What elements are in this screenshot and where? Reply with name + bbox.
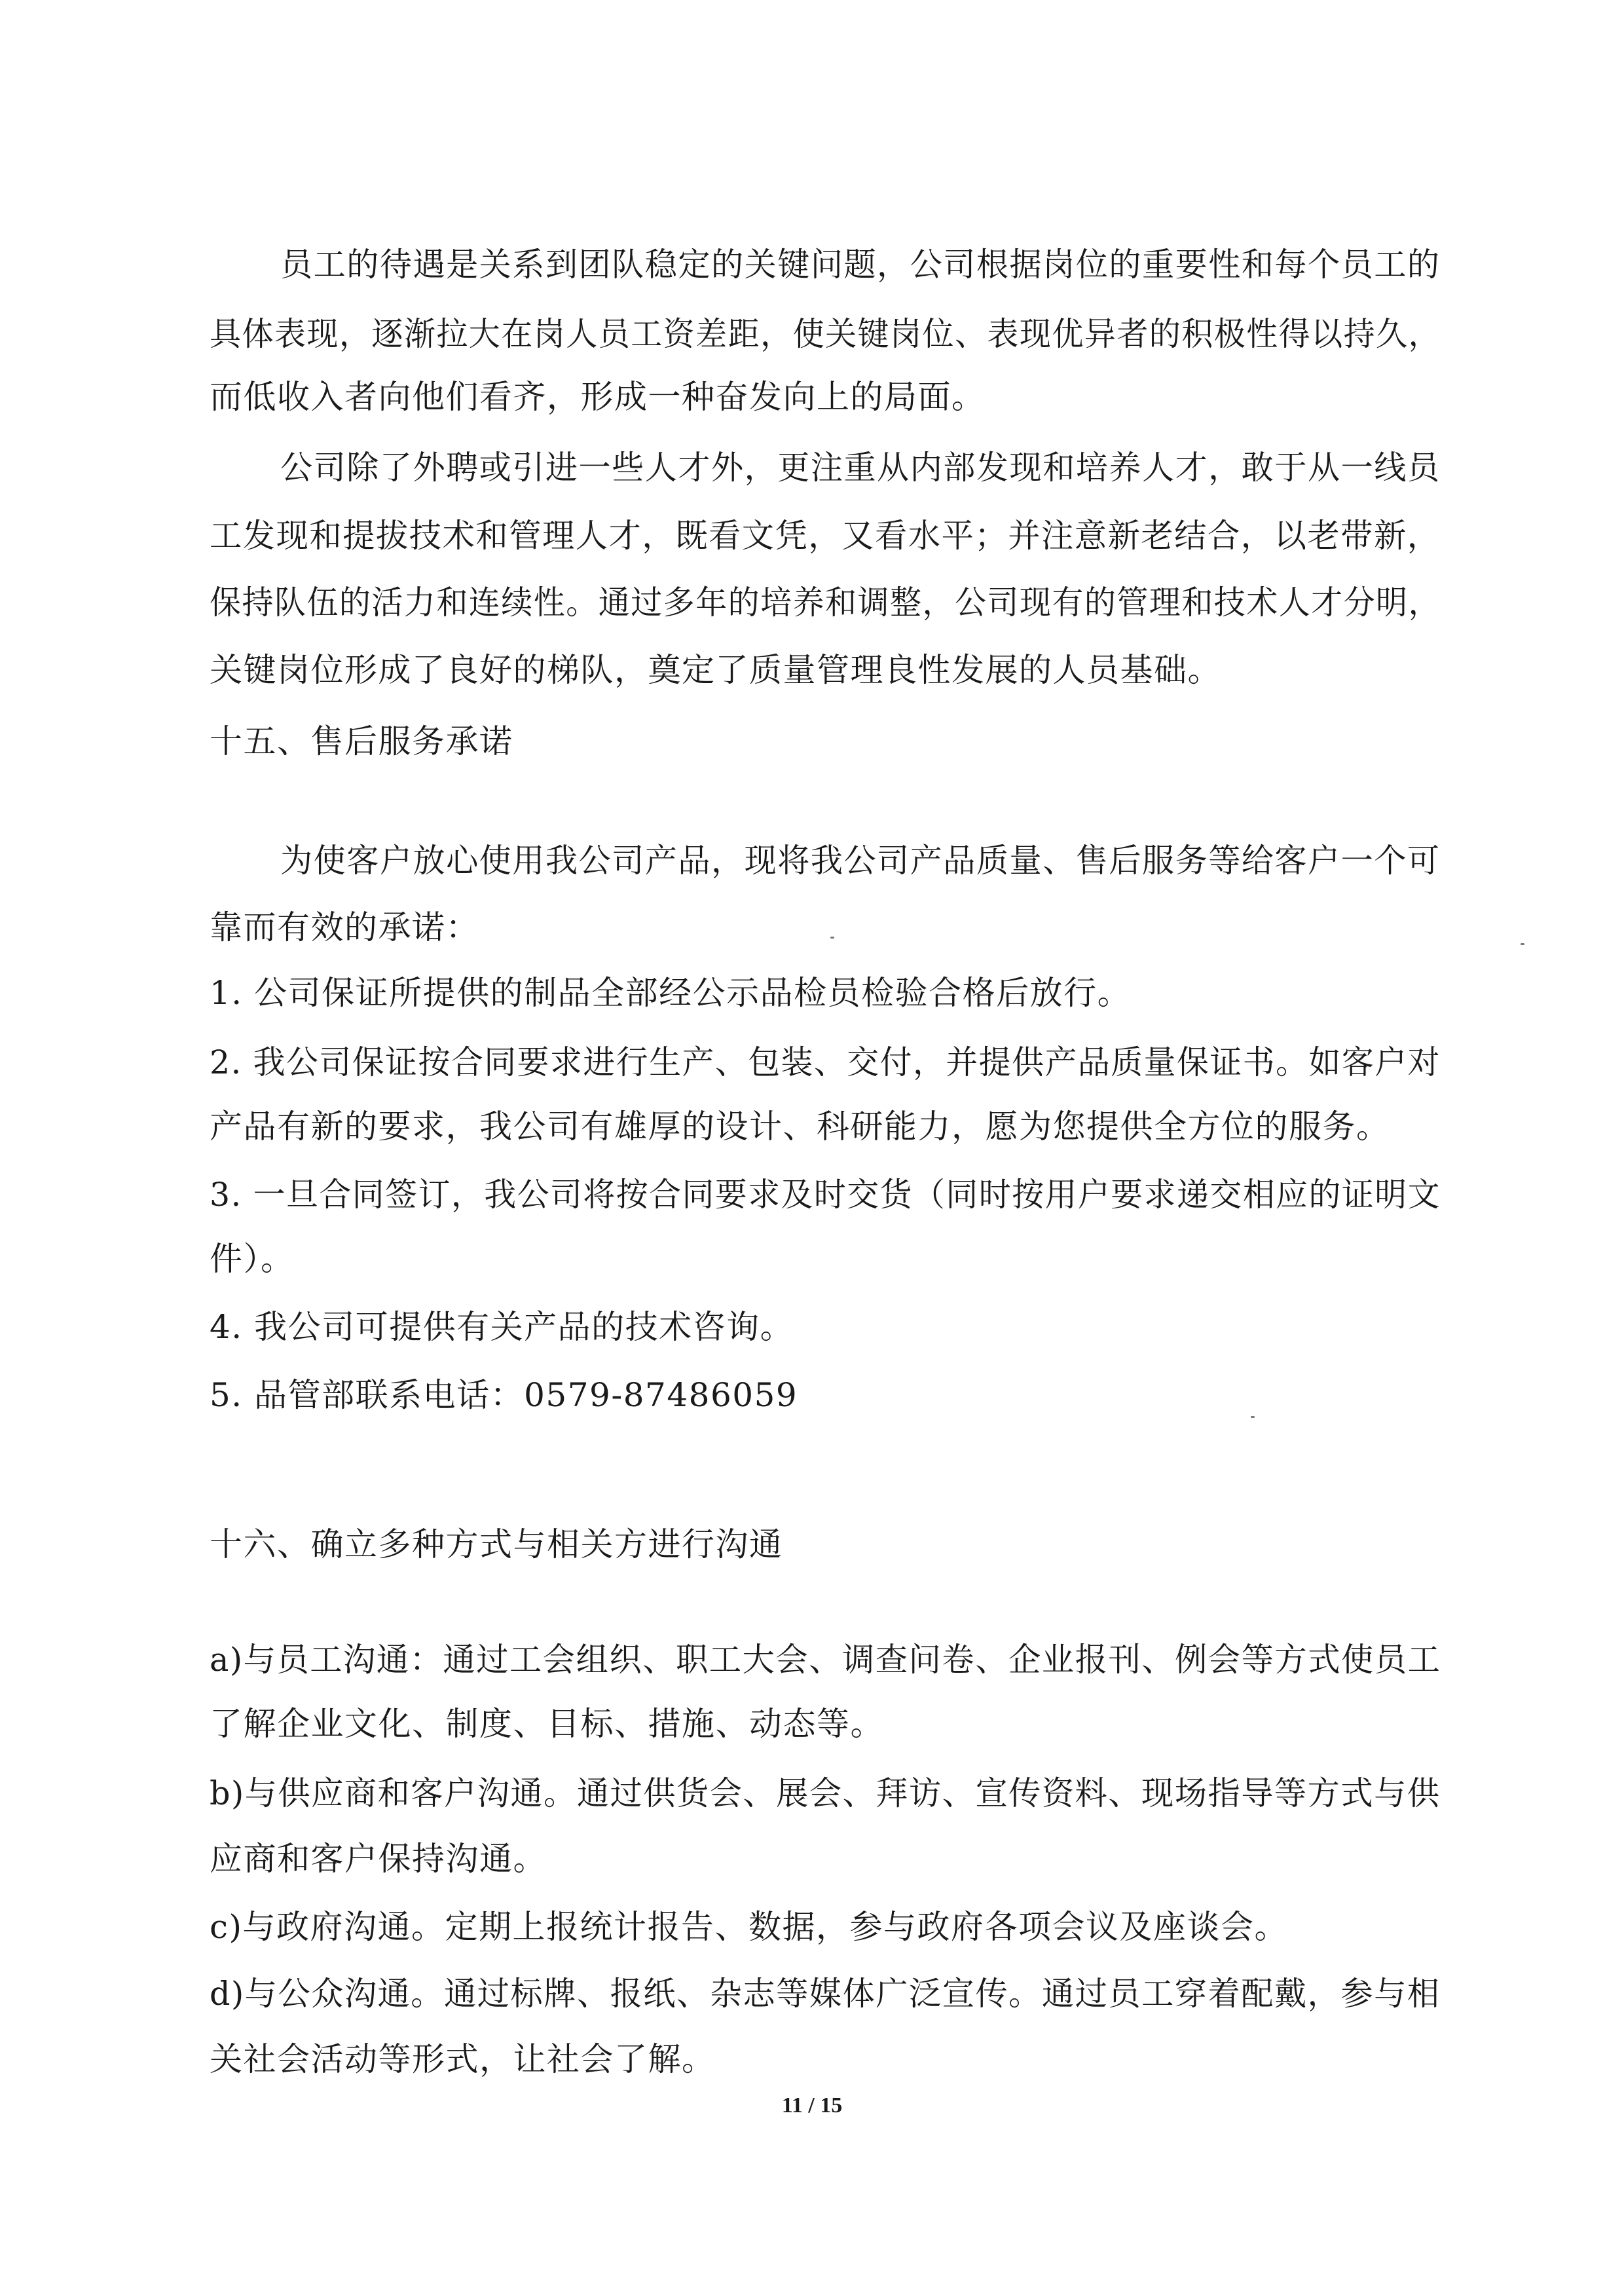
section-15-item-line-3: 产品有新的要求，我公司有雄厚的设计、科研能力，愿为您提供全方位的服务。 [210, 1108, 1390, 1146]
section-15-item-line-7: 5. 品管部联系电话：0579-87486059 [210, 1376, 798, 1414]
section-16-item-line-5: c)与政府沟通。定期上报统计报告、数据，参与政府各项会议及座谈会。 [210, 1908, 1289, 1946]
scan-speck [1521, 943, 1524, 945]
section-15-item-line-2: 2. 我公司保证按合同要求进行生产、包装、交付，并提供产品质量保证书。如客户对 [210, 1043, 1441, 1081]
section-16-item-line-1: a)与员工沟通：通过工会组织、职工大会、调查问卷、企业报刊、例会等方式使员工 [210, 1641, 1441, 1679]
paragraph-1-line-3: 而低收入者向他们看齐，形成一种奋发向上的局面。 [210, 378, 986, 416]
section-15-item-line-6: 4. 我公司可提供有关产品的技术咨询。 [210, 1308, 794, 1346]
paragraph-2-line-1: 公司除了外聘或引进一些人才外，更注重从内部发现和培养人才，敢于从一线员 [280, 449, 1441, 487]
section-16-item-line-2: 了解企业文化、制度、目标、措施、动态等。 [210, 1705, 884, 1743]
scan-speck [1251, 1416, 1255, 1418]
section-16-item-line-6: d)与公众沟通。通过标牌、报纸、杂志等媒体广泛宣传。通过员工穿着配戴，参与相 [210, 1975, 1441, 2013]
section-16-item-line-7: 关社会活动等形式，让社会了解。 [210, 2040, 716, 2078]
paragraph-2-line-2: 工发现和提拔技术和管理人才，既看文凭，又看水平；并注意新老结合，以老带新， [210, 517, 1441, 555]
section-15-heading: 十五、售后服务承诺 [210, 722, 513, 760]
section-15-intro-line-1: 为使客户放心使用我公司产品，现将我公司产品质量、售后服务等给客户一个可 [280, 842, 1441, 880]
section-15-item-line-1: 1. 公司保证所提供的制品全部经公示品检员检验合格后放行。 [210, 974, 1132, 1012]
section-16-item-line-4: 应商和客户保持沟通。 [210, 1840, 547, 1878]
paragraph-1-line-1: 员工的待遇是关系到团队稳定的关键问题，公司根据岗位的重要性和每个员工的 [280, 246, 1441, 284]
paragraph-1-line-2: 具体表现，逐渐拉大在岗人员工资差距，使关键岗位、表现优异者的积极性得以持久， [210, 315, 1441, 353]
section-16-heading: 十六、确立多种方式与相关方进行沟通 [210, 1525, 783, 1563]
section-15-intro-line-2: 靠而有效的承诺： [210, 908, 479, 946]
page-number: 11 / 15 [781, 2093, 843, 2118]
paragraph-2-line-3: 保持队伍的活力和连续性。通过多年的培养和调整，公司现有的管理和技术人才分明， [210, 584, 1441, 622]
section-16-item-line-3: b)与供应商和客户沟通。通过供货会、展会、拜访、宣传资料、现场指导等方式与供 [210, 1774, 1441, 1812]
scan-speck [830, 937, 834, 939]
section-15-item-line-5: 件）。 [210, 1240, 295, 1278]
section-15-item-line-4: 3. 一旦合同签订，我公司将按合同要求及时交货（同时按用户要求递交相应的证明文 [210, 1176, 1441, 1214]
paragraph-2-line-4: 关键岗位形成了良好的梯队，奠定了质量管理良性发展的人员基础。 [210, 651, 1221, 689]
